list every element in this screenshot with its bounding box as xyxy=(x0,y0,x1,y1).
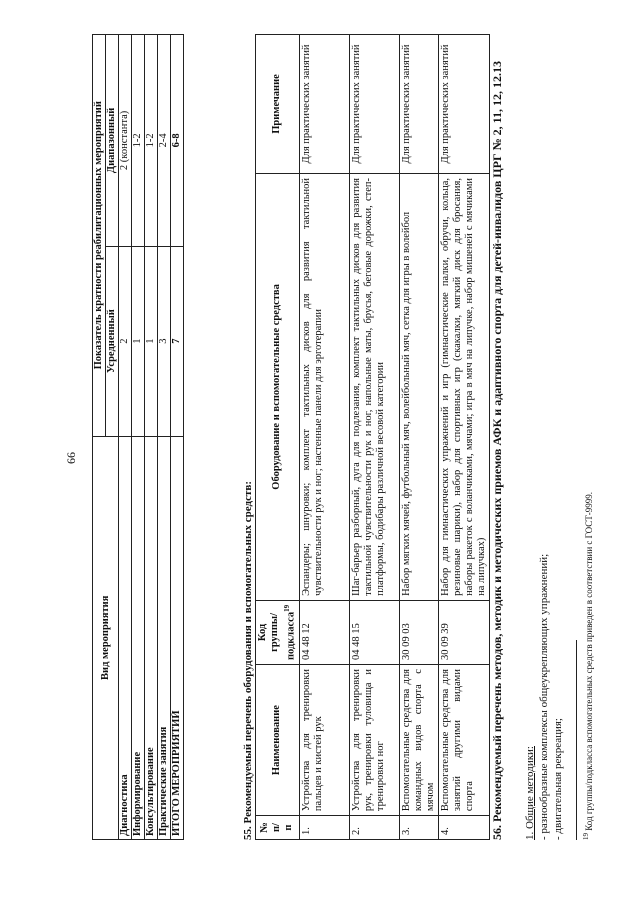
header-frequency: Показатель кратности реабилитационных мероприятий xyxy=(93,35,106,437)
header-number: № п/п xyxy=(256,816,300,840)
row-code: 04 48 12 xyxy=(299,600,349,664)
header-range: Диапазонный xyxy=(106,35,119,247)
table-row xyxy=(438,35,489,840)
event-average: 1 xyxy=(132,246,145,436)
row-name: Устройства для тренировки рук, тренировки туловища и тренировки ног xyxy=(349,665,399,816)
table-row xyxy=(132,35,145,840)
row-equipment: Набор для гимнастических упражнений и игр (гимнастические палки, обручи, кольца, резиновые шарики), набор для спортивных игр (скакалки, мягкий диск для бросания, наборы ракеток с воланчиками, мячами; игра в мяч на липучке, набор мишеней с мячиками на липучках) xyxy=(438,173,489,600)
event-average: 7 xyxy=(171,246,184,436)
event-average: 2 xyxy=(119,246,132,436)
method-item: - разнообразные комплексы общеукрепляющих упражнений; xyxy=(538,553,550,840)
event-average: 3 xyxy=(158,246,171,436)
header-event-type: Вид мероприятия xyxy=(93,436,119,839)
footnote-text: Код группы/подкласса вспомогательных средств приведен в соответствии с ГОСТ-9999. xyxy=(584,492,594,831)
methods-heading: 1. Общие методики: xyxy=(524,746,536,840)
row-number: 3. xyxy=(399,816,438,840)
event-name: Диагностика xyxy=(119,436,132,839)
row-equipment: Эспандеры; шнуровки; комплект тактильных дисков для развития тактильной чувствительности рук и ног; настенные панели для эрготерапии xyxy=(299,173,349,600)
row-note: Для практических занятий xyxy=(438,35,489,174)
table-header-row xyxy=(93,35,106,840)
event-range: 6-8 xyxy=(171,35,184,247)
footnote-ref: 19 xyxy=(283,604,291,612)
header-code-text: Код группы/ подкласса xyxy=(257,611,297,661)
event-range: 1-2 xyxy=(132,35,145,247)
rehab-frequency-table xyxy=(92,34,184,840)
header-note: Примечание xyxy=(256,35,300,174)
header-average: Усредненный xyxy=(106,246,119,436)
header-name: Наименование xyxy=(256,665,300,816)
event-average: 1 xyxy=(145,246,158,436)
equipment-table xyxy=(255,34,490,840)
row-code: 30 09 03 xyxy=(399,600,438,664)
section-56-heading: 56. Рекомендуемый перечень методов, методик и методических приемов АФК и адаптивного спорта для детей-инвалидов ЦРГ № 2, 11, 12, 12.13 xyxy=(490,61,504,840)
table-row xyxy=(299,35,349,840)
row-name: Устройства для тренировки пальцев и кистей рук xyxy=(299,665,349,816)
event-name: Консультирование xyxy=(145,436,158,839)
footnote-divider xyxy=(576,640,577,840)
row-name: Вспомогательные средства для занятий другими видами спорта xyxy=(438,665,489,816)
row-note: Для практических занятий xyxy=(349,35,399,174)
event-name: ИТОГО МЕРОПРИЯТИЙ xyxy=(171,436,184,839)
event-name: Информирование xyxy=(132,436,145,839)
row-number: 1. xyxy=(299,816,349,840)
table-row xyxy=(119,35,132,840)
row-note: Для практических занятий xyxy=(299,35,349,174)
method-item: - двигательная рекреация; xyxy=(552,718,564,840)
table-row xyxy=(158,35,171,840)
page-number: 66 xyxy=(64,452,78,464)
table-row xyxy=(145,35,158,840)
event-name: Практические занятия xyxy=(158,436,171,839)
section-55-heading: 55. Рекомендуемый перечень оборудования и вспомогательных средств: xyxy=(242,481,254,840)
header-equipment: Оборудование и вспомогательные средства xyxy=(256,173,300,600)
event-range: 1-2 xyxy=(145,35,158,247)
table-row xyxy=(399,35,438,840)
event-range: 2-4 xyxy=(158,35,171,247)
row-equipment: Набор мягких мячей, футбольный мяч, волейбольный мяч, сетка для игры в волейбол xyxy=(399,173,438,600)
row-code: 04 48 15 xyxy=(349,600,399,664)
table-header-row xyxy=(256,35,300,840)
header-code xyxy=(256,600,300,664)
table-row-total xyxy=(171,35,184,840)
row-number: 2. xyxy=(349,816,399,840)
footnote-mark: 19 xyxy=(582,833,590,840)
row-note: Для практических занятий xyxy=(399,35,438,174)
row-number: 4. xyxy=(438,816,489,840)
table-row xyxy=(349,35,399,840)
footnote xyxy=(582,492,594,840)
row-name: Вспомогательные средства для командных видов спорта с мячом xyxy=(399,665,438,816)
row-equipment: Шаг-барьер разборный, дуга для подлезания, комплект тактильных дисков для развития тактильной чувствительности рук и ног, напольные маты, брусья, беговые дорожки, степ-платформы, бодибары различной весовой категории xyxy=(349,173,399,600)
row-code: 30 09 39 xyxy=(438,600,489,664)
event-range: 2 (константа) xyxy=(119,35,132,247)
